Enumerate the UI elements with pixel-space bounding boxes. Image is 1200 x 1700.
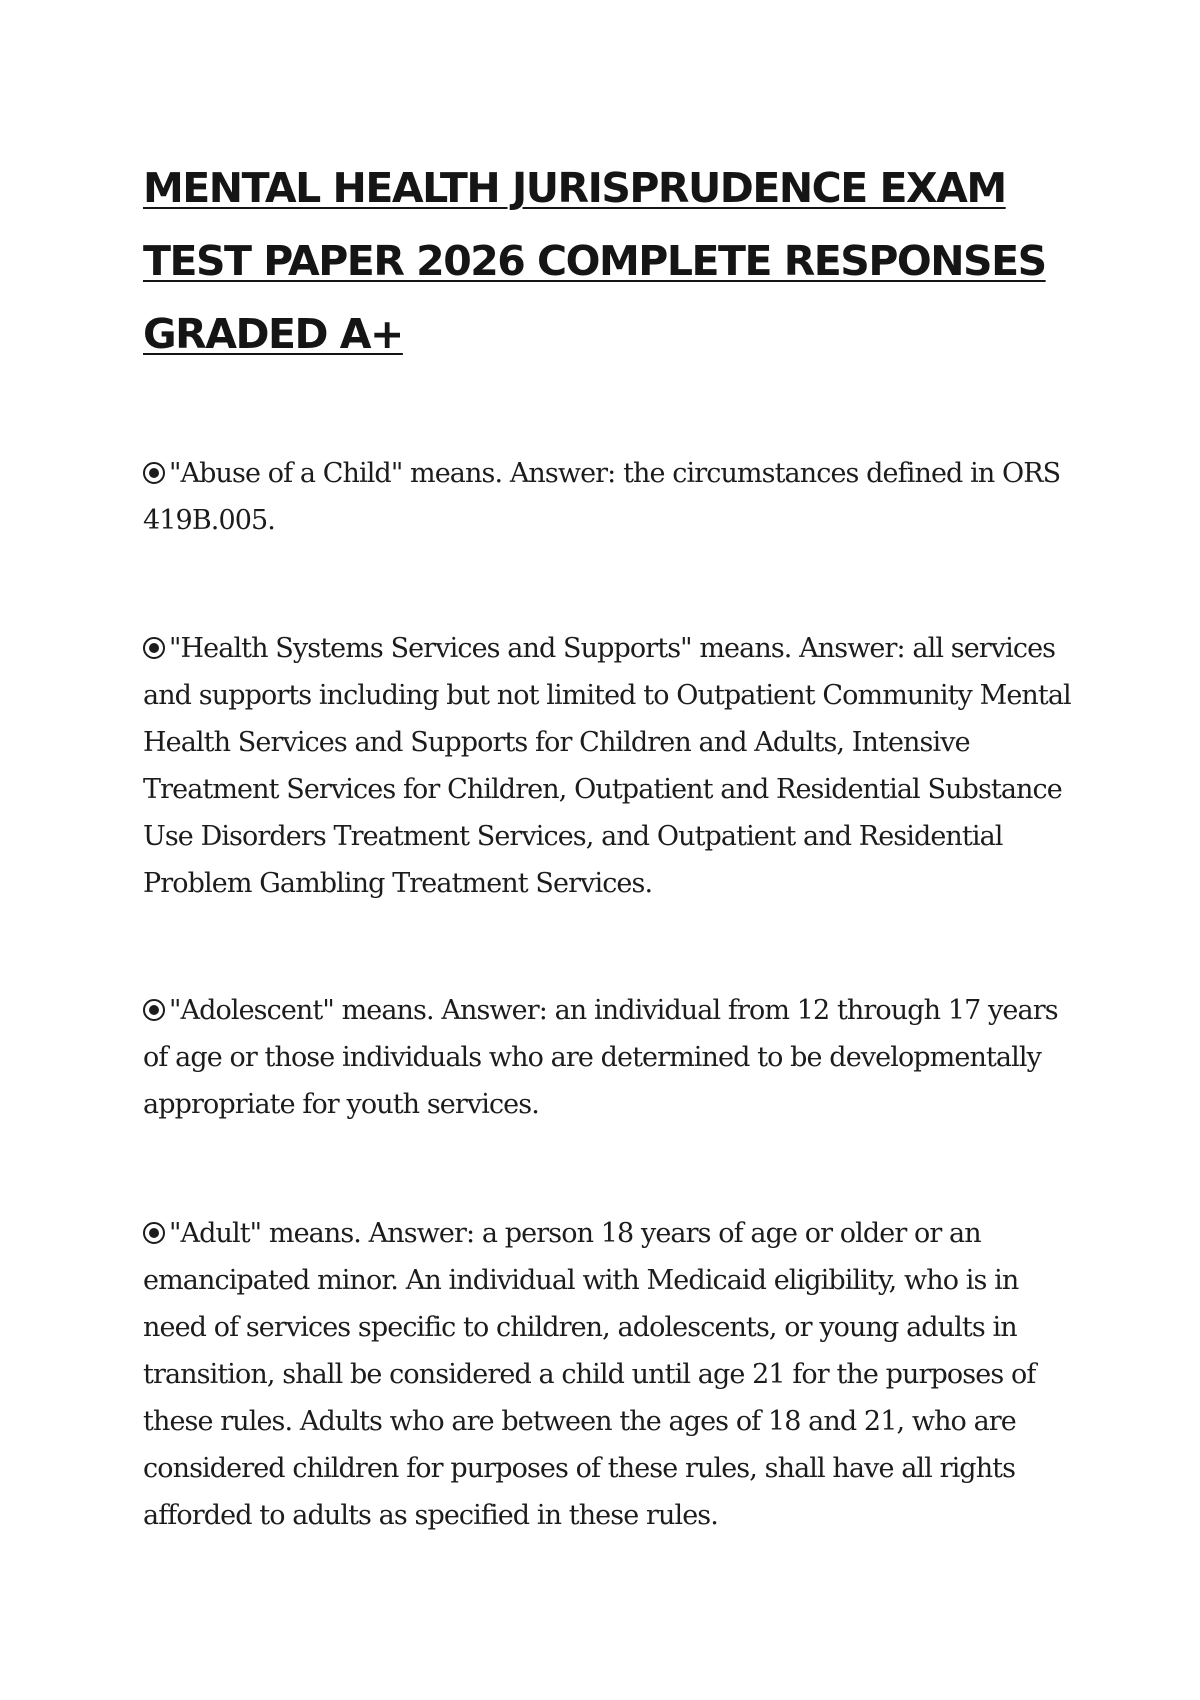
question-text: "Abuse of a Child" means. (169, 458, 503, 489)
radio-bullet-icon (143, 1222, 165, 1244)
answer-label: Answer: (799, 633, 905, 664)
radio-bullet-icon (143, 462, 165, 484)
qa-item (143, 987, 1073, 1128)
qa-item (143, 625, 1073, 907)
qa-item (143, 450, 1073, 544)
answer-text: all services and supports including but not limited to Outpatient Community Mental Health Services and Supports for Children and Adults, Intensive Treatment Services for Children, Outpatient and Residential Substance Use Disorders Treatment Services, and Outpatient and Residential Problem Gambling Treatment Services. (143, 633, 1071, 899)
answer-text: an individual from 12 through 17 years of age or those individuals who are determined to be developmentally appropriate for youth services. (143, 995, 1058, 1120)
qa-item (143, 1210, 1073, 1539)
question-text: "Adolescent" means. (169, 995, 434, 1026)
radio-bullet-icon (143, 637, 165, 659)
document-title: MENTAL HEALTH JURISPRUDENCE EXAM TEST PAPER 2026 COMPLETE RESPONSES GRADED A+ (143, 164, 1046, 358)
question-text: "Adult" means. (169, 1218, 361, 1249)
answer-label: Answer: (509, 458, 616, 489)
question-text: "Health Systems Services and Supports" means. (169, 633, 792, 664)
radio-bullet-icon (143, 999, 165, 1021)
answer-label: Answer: (441, 995, 547, 1026)
answer-text: the circumstances defined in ORS 419B.005. (143, 458, 1061, 536)
answer-text: a person 18 years of age or older or an emancipated minor. An individual with Medicaid eligibility, who is in need of services specific to children, adolescents, or young adults in transition, shall be considered a child until age 21 for the purposes of these rules. Adults who are between the ages of 18 and 21, who are considered children for purposes of these rules, shall have all rights afforded to adults as specified in these rules. (143, 1218, 1036, 1531)
answer-label: Answer: (368, 1218, 475, 1249)
